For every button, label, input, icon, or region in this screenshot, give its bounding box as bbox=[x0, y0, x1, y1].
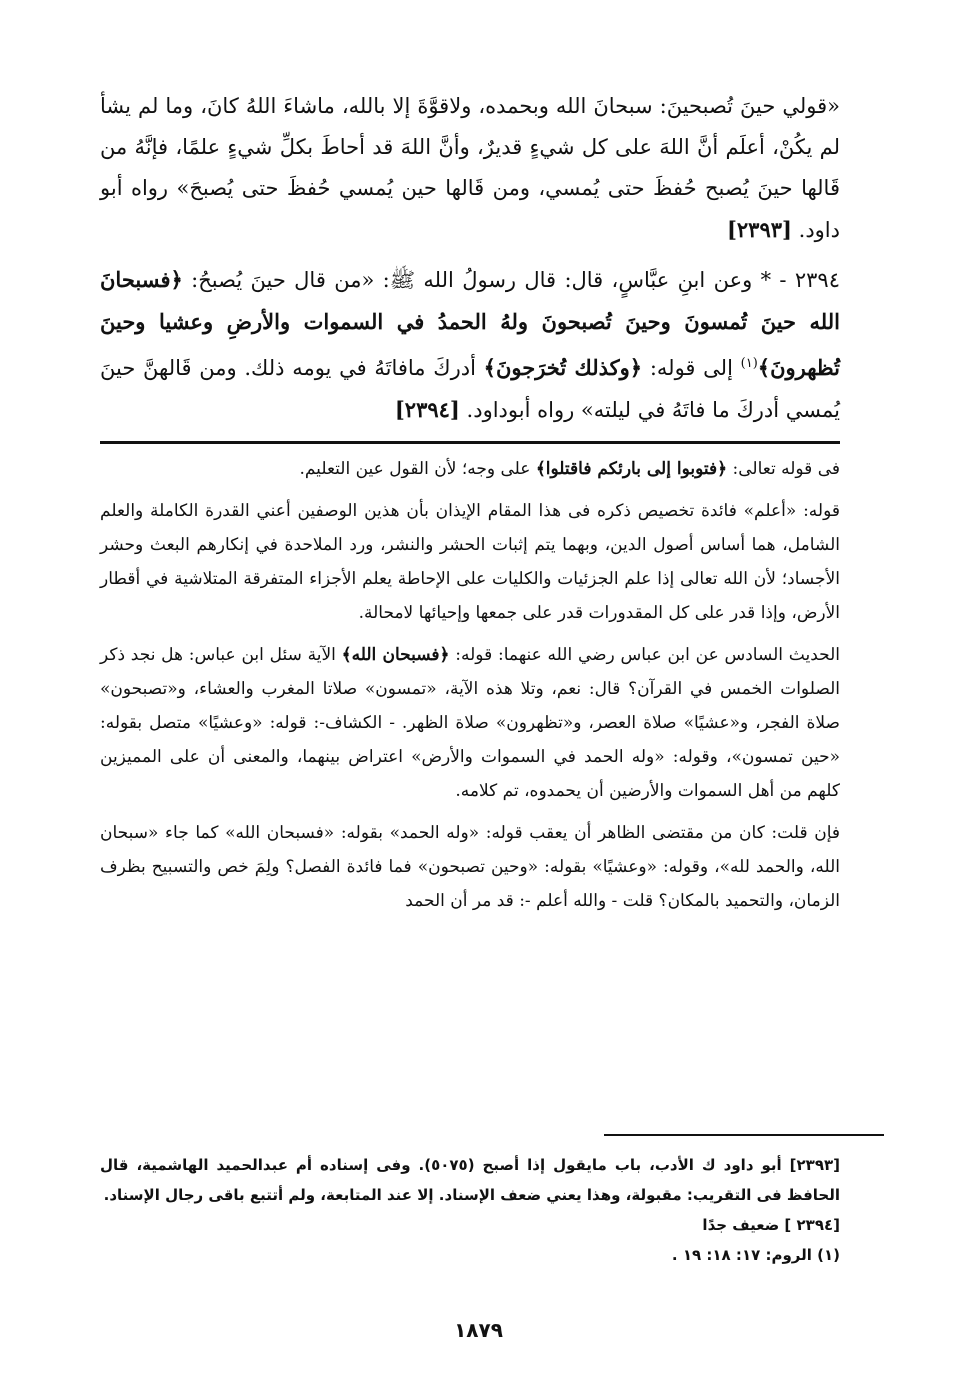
hadith-2394 bbox=[100, 259, 840, 431]
footnotes-section bbox=[100, 1150, 840, 1270]
footnote-1: (١) الروم: ١٧: ١٨: ١٩ . bbox=[671, 1246, 840, 1264]
hadith-2394-ref: [٢٣٩٤] bbox=[394, 397, 460, 422]
commentary-para-4: فإن قلت: كان من مقتضى الظاهر أن يعقب قوله: «وله الحمد» بقوله: «فسبحان الله» كما جاء «سبحان الله، والحمد لله»، وقوله: «وعشيًا» بقوله: «وحين تصبحون» فما فائدة الفصل؟ ولِمَ خص والتسبيح بظرف الزمان، والتحميد بالمكان؟ قلت - والله أعلم -: قد مر أن الحمد bbox=[100, 823, 840, 911]
commentary-p1-rest: على وجه؛ لأن القول عين التعليم. bbox=[299, 459, 536, 479]
hadith-2394-rest: أدركَ مافاتَهُ في يومه ذلك. ومن قَالهنَّ حينَ يُمسي أدركَ ما فاتَهُ في ليلته» رواه أبوداود. bbox=[100, 356, 840, 422]
hadith-section bbox=[100, 86, 840, 431]
commentary-section bbox=[100, 452, 840, 918]
commentary-p1-lead: فى قوله تعالى: bbox=[727, 459, 840, 479]
hadith-2394-middle: إلى قوله: bbox=[642, 356, 741, 380]
commentary-para-3 bbox=[100, 638, 840, 808]
hadith-2393 bbox=[100, 86, 840, 251]
hadith-2394-intro: ٢٣٩٤ - * وعن ابنِ عبَّاسٍ، قال: قال رسولُ الله ﷺ: «من قال حينَ يُصبحُ: bbox=[191, 268, 840, 292]
section-divider bbox=[100, 441, 840, 444]
page-body bbox=[100, 86, 840, 926]
commentary-p3-lead: الحديث السادس عن ابن عباس رضي الله عنهما: قوله: bbox=[449, 645, 841, 665]
commentary-p1-verse: ﴿فتوبوا إلى بارئكم فاقتلوا﴾ bbox=[535, 459, 728, 479]
commentary-p3-verse: ﴿فسبحان الله﴾ bbox=[341, 645, 450, 665]
footnote-mark-1: (١) bbox=[740, 356, 758, 371]
hadith-2393-ref: [٢٣٩٣] bbox=[726, 217, 792, 242]
commentary-para-2: قوله: «أعلم» فائدة تخصيص ذكره فى هذا المقام الإيذان بأن هذين الوصفين أعني القدرة الكاملة والعلم الشامل، هما أساس أصول الدين، وبهما يتم إثبات الحشر والنشر، ورد الملاحدة في إنكارهم البعث وحشر الأجساد؛ لأن الله تعالى إذا علم الجزئيات والكليات على الإحاطة يعلم الأجزاء المتفرقة المتلاشية في أقطار الأرض، وإذا قدر على كل المقدورات قدر على جمعها وإحيائها لامحالة. bbox=[100, 501, 840, 623]
commentary-para-1 bbox=[100, 452, 840, 486]
page-number: ١٨٧٩ bbox=[454, 1318, 503, 1342]
footnote-2393: [٢٣٩٣] أبو داود ك الأدب، باب مايقول إذا أصبح (٥٠٧٥). وفى إسناده أم عبدالحميد الهاشمية، قال الحافظ فى التقريب: مقبولة، وهذا يعني ضعف الإسناد. إلا عند المتابعة، ولم أتتبع باقى رجال الإسناد. bbox=[100, 1156, 840, 1204]
footnote-divider bbox=[604, 1134, 884, 1136]
hadith-2394-verse2: ﴿وكذلك تُخرَجونَ﴾ bbox=[483, 355, 643, 380]
hadith-2393-text: «قولي حينَ تُصبحينَ: سبحانَ الله وبحمده، ولاقوَّةَ إلا بالله، ماشاءَ اللهُ كانَ، وما لم يشأ لم يكُنْ، أعلَم أنَّ اللهَ على كل شيءٍ قديرٌ، وأنَّ اللهَ قد أحاطَ بكلِّ شيءٍ علمًا، فإنَّهُ من قَالها حينَ يُصبح حُفظَ حتى يُمسي، ومن قَالها حين يُمسي حُفظَ حتى يُصبحَ» رواه أبو داود. bbox=[100, 94, 840, 242]
hadith-2394-verse1: ﴿فسبحانَ الله حينَ تُمسونَ وحينَ تُصبحونَ ولهُ الحمدُ في السموات والأرضِ وعشيا وحينَ تُظهرونَ﴾ bbox=[100, 267, 840, 380]
commentary-p3-rest: الآية سئل ابن عباس: هل نجد ذكر الصلوات الخمس في القرآن؟ قال: نعم، وتلا هذه الآية، «تمسون» صلاتا المغرب والعشاء، و«تصبحون» صلاة الفجر، و«عشيًا» صلاة العصر، و«تظهرون» صلاة الظهر. - الكشاف-: قوله: «وعشيًا» متصل بقوله: «حين تمسون»، وقوله: «وله الحمد في السموات والأرض» اعتراض بينهما، والمعنى أن على المميزين كلهم من أهل السموات والأرضين أن يحمدوه، تم كلامه. bbox=[100, 645, 840, 801]
footnote-2394: [٢٣٩٤ ] ضعيف جدًا bbox=[702, 1216, 840, 1234]
